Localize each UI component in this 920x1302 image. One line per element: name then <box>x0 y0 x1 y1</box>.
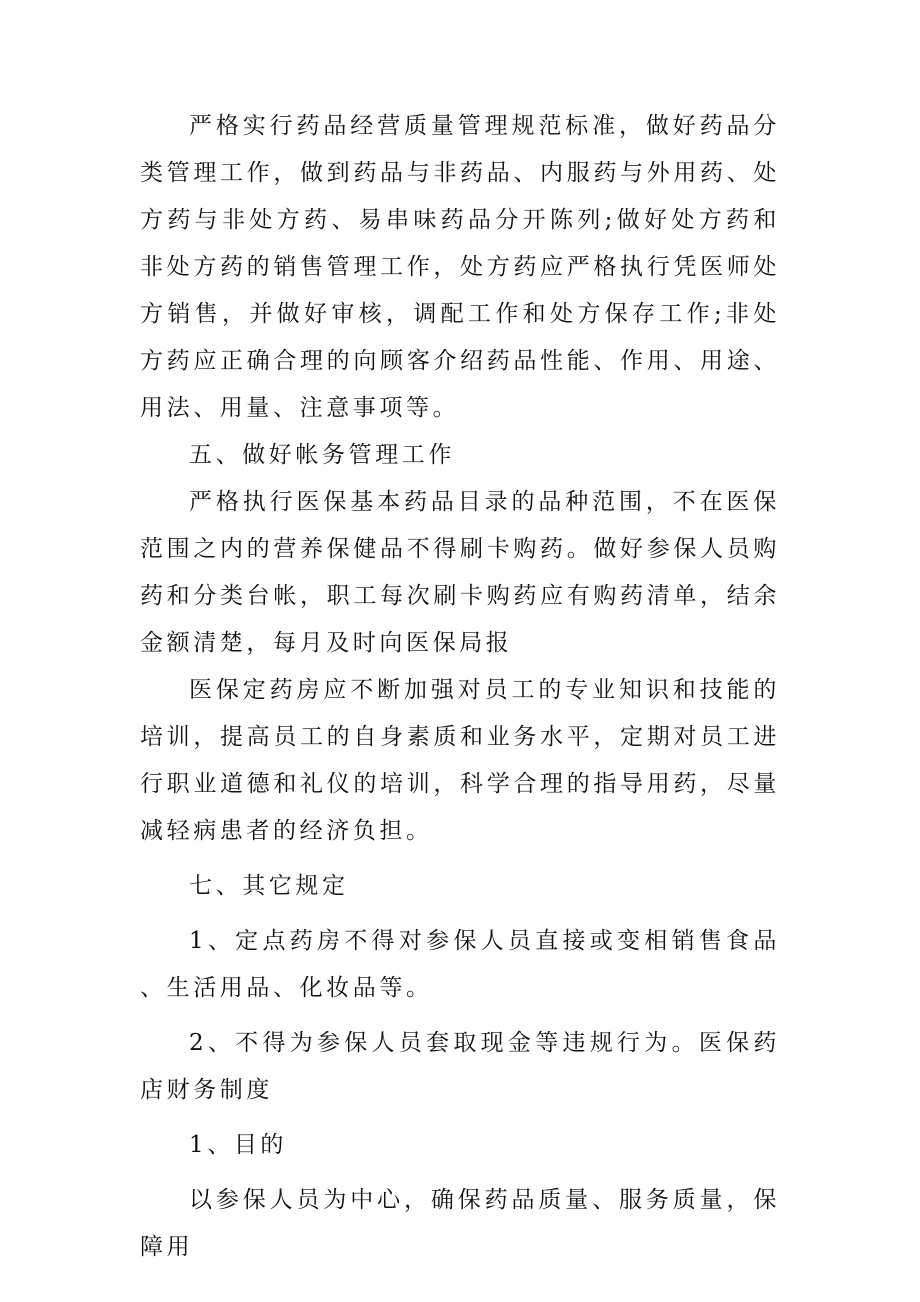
heading-purpose: 1、目的 <box>189 1132 288 1158</box>
paragraph-insurance-catalog: 严格执行医保基本药品目录的品种范围，不在医保范围之内的营养保健品不得刷卡购药。做好参保人员购药和分类台帐，职工每次刷卡购药应有购药清单，结余金额清楚，每月及时向医保局报 <box>140 489 780 656</box>
heading-accounts-management: 五、做好帐务管理工作 <box>189 442 455 468</box>
paragraph-purpose: 以参保人员为中心，确保药品质量、服务质量，保障用 <box>140 1187 780 1260</box>
rule-item-2: 2、不得为参保人员套取现金等违规行为。医保药店财务制度 <box>140 1030 780 1103</box>
document-body <box>140 103 780 1271</box>
heading-other-rules: 七、其它规定 <box>189 873 349 899</box>
rule-item-1: 1、定点药房不得对参保人员直接或变相销售食品、生活用品、化妆品等。 <box>140 928 780 1001</box>
paragraph-staff-training: 医保定药房应不断加强对员工的专业知识和技能的培训，提高员工的自身素质和业务水平，定期对员工进行职业道德和礼仪的培训，科学合理的指导用药，尽量减轻病患者的经济负担。 <box>140 677 780 844</box>
paragraph-drug-management: 严格实行药品经营质量管理规范标准，做好药品分类管理工作，做到药品与非药品、内服药与外用药、处方药与非处方药、易串味药品分开陈列;做好处方药和非处方药的销售管理工作，处方药应严格执行凭医师处方销售，并做好审核，调配工作和处方保存工作;非处方药应正确合理的向顾客介绍药品性能、作用、用途、用法、用量、注意事项等。 <box>140 113 780 421</box>
